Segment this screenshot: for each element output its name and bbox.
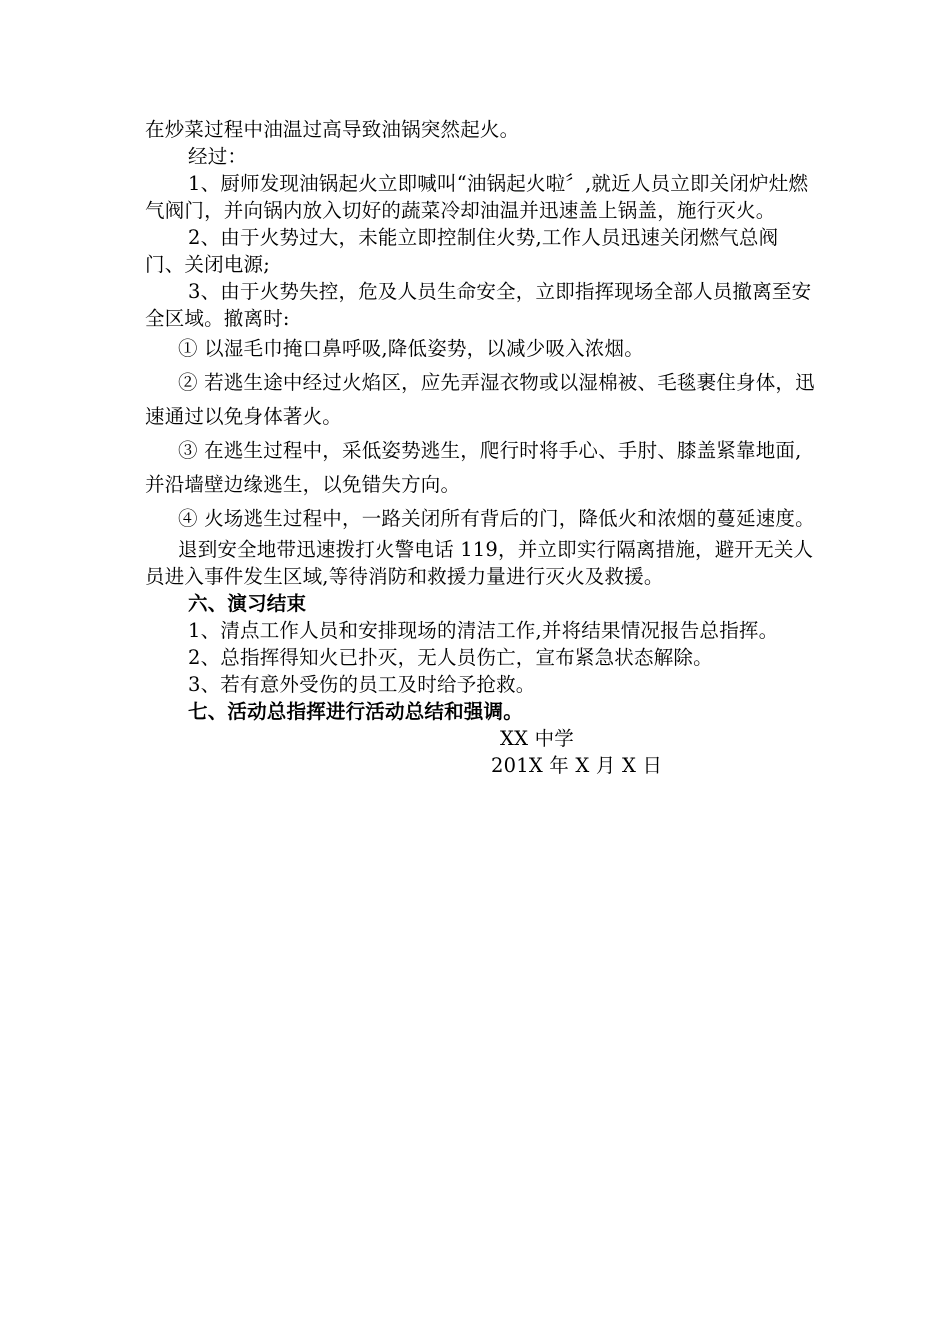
paragraph-end-1: 1、清点工作人员和安排现场的清洁工作,并将结果情况报告总指挥。	[188, 619, 779, 642]
paragraph-end-3: 3、若有意外受伤的员工及时给予抢救。	[188, 673, 536, 696]
section-heading-summary: 七、活动总指挥进行活动总结和强调。	[188, 700, 523, 723]
paragraph-step-1: 1、厨师发现油锅起火立即喊叫“油锅起火啦〞,就近人员立即关闭炉灶燃气阀门，并向锅内放入切好的蔬菜冷却油温并迅速盖上锅盖，施行灭火。	[145, 172, 809, 222]
paragraph-step-2: 2、由于火势过大，未能立即控制住火势,工作人员迅速关闭燃气总阀门、关闭电源;	[145, 226, 779, 276]
paragraph-escape-3: ③ 在逃生过程中，采低姿势逃生，爬行时将手心、手肘、膝盖紧靠地面,并沿墙壁边缘逃生，以免错失方向。	[145, 439, 802, 496]
paragraph-end-2: 2、总指挥得知火已扑灭，无人员伤亡，宣布紧急状态解除。	[188, 646, 713, 669]
paragraph-escape-1: ① 以湿毛巾掩口鼻呼吸,降低姿势，以减少吸入浓烟。	[178, 337, 644, 360]
document-body	[145, 116, 815, 779]
paragraph-process-heading: 经过：	[188, 145, 248, 168]
paragraph-call-fire: 退到安全地带迅速拨打火警电话 119，并立即实行隔离措施，避开无关人员进入事件发生区域,等待消防和救援力量进行灭火及救援。	[145, 538, 814, 588]
section-heading-drill-end: 六、演习结束	[188, 592, 307, 615]
paragraph-cause: 在炒菜过程中油温过高导致油锅突然起火。	[145, 118, 520, 141]
paragraph-escape-4: ④ 火场逃生过程中，一路关闭所有背后的门，降低火和浓烟的蔓延速度。	[178, 507, 815, 530]
signature-date: 201X 年 X 月 X 日	[491, 754, 663, 777]
paragraph-step-3: 3、由于火势失控，危及人员生命安全，立即指挥现场全部人员撤离至安全区域。撤离时:	[145, 280, 812, 330]
paragraph-escape-2: ② 若逃生途中经过火焰区，应先弄湿衣物或以湿棉被、毛毯裹住身体，迅速通过以免身体著火。	[145, 371, 815, 428]
signature-school: XX 中学	[500, 727, 574, 750]
